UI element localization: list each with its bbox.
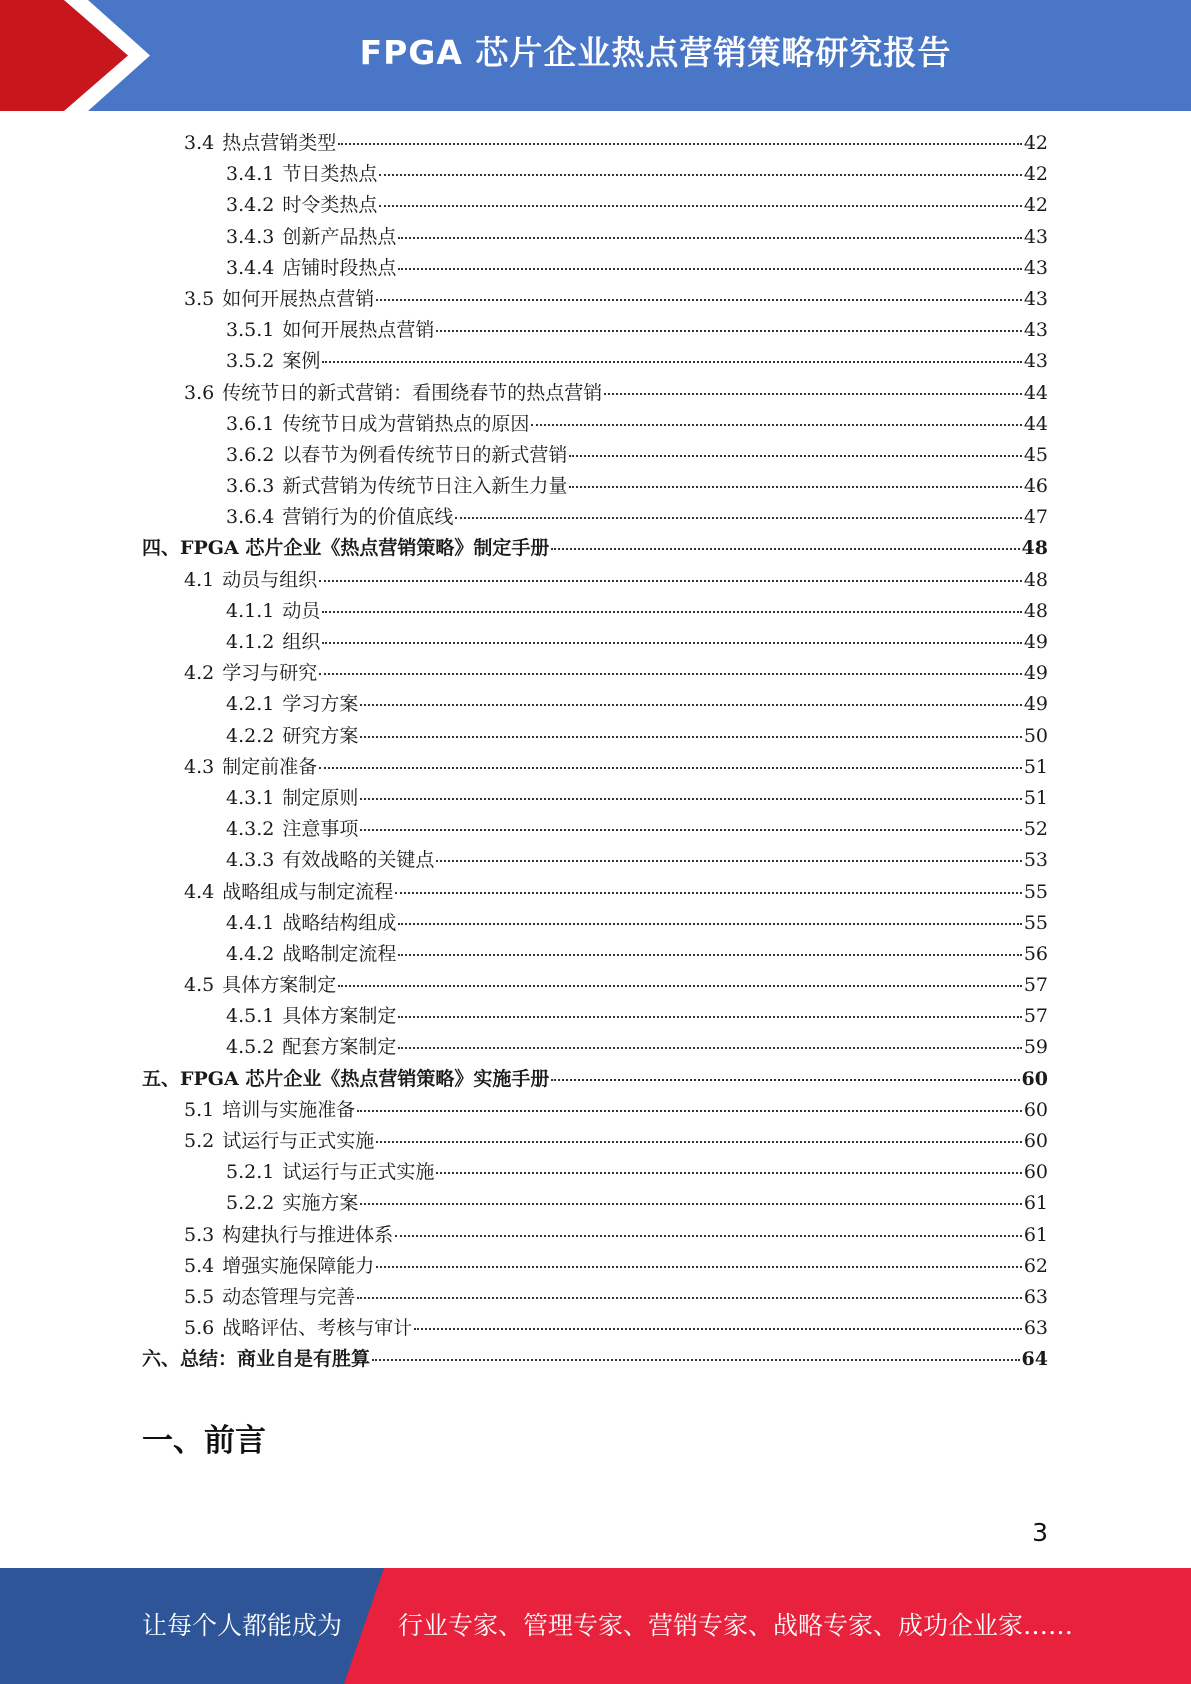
toc-dot-leader <box>414 1328 1022 1330</box>
toc-entry-page: 60 <box>1023 1130 1048 1152</box>
table-of-contents <box>142 128 1048 1376</box>
toc-entry-page: 42 <box>1023 194 1048 217</box>
toc-entry-number: 4.5.2 <box>226 1036 275 1059</box>
toc-entry-page: 43 <box>1023 350 1048 373</box>
toc-dot-leader <box>319 580 1022 582</box>
toc-entry-title: 配套方案制定 <box>282 1036 397 1059</box>
toc-entry-page: 42 <box>1023 163 1048 186</box>
toc-dot-leader <box>360 829 1021 831</box>
toc-entry[interactable] <box>142 1126 1048 1157</box>
toc-entry-title: 节日类热点 <box>282 163 378 186</box>
toc-entry[interactable] <box>142 346 1048 377</box>
toc-entry-number: 3.5 <box>184 287 215 310</box>
toc-entry-title: 传统节日成为营销热点的原因 <box>282 412 530 435</box>
toc-dot-leader <box>372 1359 1020 1361</box>
toc-entry-number: 3.6.2 <box>226 443 275 466</box>
toc-entry-number: 4.5 <box>184 974 215 997</box>
toc-dot-leader <box>338 143 1022 145</box>
toc-entry-title: 时令类热点 <box>282 194 378 217</box>
toc-entry-title: 战略结构组成 <box>282 911 397 934</box>
toc-entry-number: 4.3.3 <box>226 849 275 872</box>
header-banner <box>0 0 1191 111</box>
section-heading: 一、前言 <box>142 1423 266 1459</box>
toc-entry[interactable] <box>142 378 1048 409</box>
toc-entry[interactable] <box>142 908 1048 939</box>
toc-entry-title: 实施方案 <box>282 1192 359 1215</box>
toc-entry[interactable] <box>142 1282 1048 1313</box>
toc-dot-leader <box>357 1110 1022 1112</box>
toc-entry-title: 制定前准备 <box>222 755 318 778</box>
toc-entry-title: 试运行与正式实施 <box>282 1161 435 1184</box>
toc-entry-number: 3.4.2 <box>226 194 275 217</box>
toc-entry[interactable] <box>142 253 1048 284</box>
toc-dot-leader <box>376 299 1022 301</box>
toc-entry-page: 49 <box>1023 662 1048 685</box>
toc-entry-number: 4.1 <box>184 568 215 591</box>
toc-entry[interactable] <box>142 627 1048 658</box>
toc-entry[interactable] <box>142 471 1048 502</box>
toc-entry[interactable] <box>142 814 1048 845</box>
toc-dot-leader <box>322 642 1021 644</box>
toc-entry-page: 52 <box>1023 818 1048 841</box>
toc-entry-number: 3.4 <box>184 132 215 154</box>
toc-entry-page: 60 <box>1021 1067 1048 1090</box>
toc-entry-title: 具体方案制定 <box>222 974 337 997</box>
toc-dot-leader <box>319 673 1022 675</box>
toc-entry[interactable] <box>142 315 1048 346</box>
toc-entry[interactable] <box>142 222 1048 253</box>
toc-entry[interactable] <box>142 1032 1048 1063</box>
toc-dot-leader <box>376 1266 1022 1268</box>
toc-entry-title: 培训与实施准备 <box>222 1098 356 1121</box>
toc-entry-title: 有效战略的关键点 <box>282 849 435 872</box>
toc-dot-leader <box>436 330 1021 332</box>
toc-entry-page: 48 <box>1021 537 1048 560</box>
toc-entry-title: 试运行与正式实施 <box>222 1130 375 1152</box>
toc-dot-leader <box>398 954 1021 956</box>
toc-dot-leader <box>455 517 1021 519</box>
toc-entry[interactable] <box>142 128 1048 159</box>
toc-entry-title: 传统节日的新式营销：看围绕春节的热点营销 <box>222 381 603 404</box>
toc-entry-number: 3.6 <box>184 381 215 404</box>
toc-dot-leader <box>398 268 1021 270</box>
toc-dot-leader <box>551 548 1019 550</box>
toc-dot-leader <box>379 205 1021 207</box>
toc-entry-number: 5.2 <box>184 1130 215 1152</box>
toc-entry-page: 51 <box>1023 755 1048 778</box>
toc-entry-page: 51 <box>1023 786 1048 809</box>
toc-entry-title: 动态管理与完善 <box>222 1285 356 1308</box>
toc-entry-title: 具体方案制定 <box>282 1005 397 1028</box>
toc-entry-page: 44 <box>1023 412 1048 435</box>
toc-entry-number: 4.1.2 <box>226 631 275 653</box>
toc-entry-title: 新式营销为传统节日注入新生力量 <box>282 475 568 498</box>
toc-dot-leader <box>322 361 1021 363</box>
toc-dot-leader <box>436 1172 1021 1174</box>
toc-entry[interactable] <box>142 159 1048 190</box>
toc-entry[interactable] <box>142 409 1048 440</box>
toc-entry[interactable] <box>142 658 1048 689</box>
toc-entry-number: 3.6.1 <box>226 412 275 435</box>
toc-entry[interactable] <box>142 721 1048 752</box>
toc-entry-page: 57 <box>1023 1005 1048 1028</box>
toc-dot-leader <box>569 486 1021 488</box>
toc-entry[interactable] <box>142 1220 1048 1251</box>
toc-entry[interactable] <box>142 190 1048 221</box>
toc-entry-number: 5.6 <box>184 1317 215 1340</box>
header-red-chevron-icon <box>0 0 150 111</box>
toc-entry-title: 学习方案 <box>282 693 359 716</box>
toc-entry-page: 60 <box>1023 1098 1048 1121</box>
toc-dot-leader <box>569 455 1021 457</box>
toc-entry-page: 49 <box>1023 631 1048 653</box>
toc-entry[interactable] <box>142 596 1048 627</box>
toc-entry-number: 3.6.4 <box>226 506 275 529</box>
toc-entry[interactable] <box>142 1313 1048 1344</box>
toc-entry-title: 研究方案 <box>282 724 359 747</box>
toc-entry-page: 45 <box>1023 443 1048 466</box>
toc-entry-number: 5.2.1 <box>226 1161 275 1184</box>
toc-entry[interactable] <box>142 1095 1048 1126</box>
toc-entry-title: 增强实施保障能力 <box>222 1254 375 1277</box>
toc-entry[interactable] <box>142 502 1048 533</box>
toc-dot-leader <box>322 611 1021 613</box>
toc-entry-number: 4.3.2 <box>226 818 275 841</box>
toc-entry[interactable] <box>142 1001 1048 1032</box>
toc-entry-title: 营销行为的价值底线 <box>282 506 454 529</box>
toc-entry-number: 4.2.2 <box>226 724 275 747</box>
toc-entry-title: 四、FPGA 芯片企业《热点营销策略》制定手册 <box>142 537 550 560</box>
toc-dot-leader <box>376 1141 1022 1143</box>
toc-entry-page: 48 <box>1023 568 1048 591</box>
toc-dot-leader <box>551 1079 1019 1081</box>
toc-entry[interactable] <box>142 752 1048 783</box>
toc-entry-page: 42 <box>1023 132 1048 154</box>
toc-entry-page: 62 <box>1023 1254 1048 1277</box>
toc-entry-page: 43 <box>1023 287 1048 310</box>
toc-entry[interactable] <box>142 970 1048 1001</box>
toc-entry-page: 48 <box>1023 599 1048 622</box>
toc-entry-title: 如何开展热点营销 <box>282 319 435 342</box>
toc-entry-page: 61 <box>1023 1192 1048 1215</box>
toc-entry-number: 3.6.3 <box>226 475 275 498</box>
toc-entry-number: 5.1 <box>184 1098 215 1121</box>
toc-entry[interactable] <box>142 783 1048 814</box>
toc-entry[interactable] <box>142 1344 1048 1375</box>
toc-entry-page: 60 <box>1023 1161 1048 1184</box>
toc-entry-page: 44 <box>1023 381 1048 404</box>
toc-dot-leader <box>360 736 1021 738</box>
toc-entry[interactable] <box>142 1064 1048 1095</box>
toc-entry-page: 64 <box>1021 1348 1048 1371</box>
toc-dot-leader <box>395 1235 1022 1237</box>
toc-entry-title: 学习与研究 <box>222 662 318 685</box>
toc-dot-leader <box>379 174 1021 176</box>
toc-entry[interactable] <box>142 689 1048 720</box>
toc-dot-leader <box>360 1203 1021 1205</box>
toc-entry-number: 4.4.1 <box>226 911 275 934</box>
toc-entry-number: 5.3 <box>184 1223 215 1246</box>
toc-entry-number: 4.3.1 <box>226 786 275 809</box>
toc-entry-title: 如何开展热点营销 <box>222 287 375 310</box>
toc-entry-title: 创新产品热点 <box>282 225 397 248</box>
toc-entry-page: 61 <box>1023 1223 1048 1246</box>
toc-entry[interactable] <box>142 939 1048 970</box>
toc-entry-number: 4.4.2 <box>226 942 275 965</box>
toc-entry-title: 热点营销类型 <box>222 132 337 154</box>
toc-entry-title: 注意事项 <box>282 818 359 841</box>
toc-entry[interactable] <box>142 877 1048 908</box>
toc-entry-number: 5.2.2 <box>226 1192 275 1215</box>
toc-dot-leader <box>398 237 1021 239</box>
toc-entry-number: 5.4 <box>184 1254 215 1277</box>
toc-entry-number: 4.2 <box>184 662 215 685</box>
toc-entry-title: 动员与组织 <box>222 568 318 591</box>
footer-banner <box>0 1568 1191 1684</box>
toc-entry-number: 4.4 <box>184 880 215 903</box>
toc-dot-leader <box>398 1016 1021 1018</box>
toc-entry-number: 4.2.1 <box>226 693 275 716</box>
toc-dot-leader <box>398 1047 1021 1049</box>
toc-entry-page: 53 <box>1023 849 1048 872</box>
toc-entry[interactable] <box>142 1188 1048 1219</box>
toc-entry-page: 59 <box>1023 1036 1048 1059</box>
toc-entry-title: 构建执行与推进体系 <box>222 1223 394 1246</box>
toc-entry-title: 战略评估、考核与审计 <box>222 1317 413 1340</box>
toc-dot-leader <box>338 985 1022 987</box>
toc-entry-title: 战略制定流程 <box>282 942 397 965</box>
toc-entry-page: 47 <box>1023 506 1048 529</box>
toc-entry-page: 43 <box>1023 225 1048 248</box>
toc-entry-title: 六、总结：商业自是有胜算 <box>142 1348 371 1371</box>
toc-entry-number: 4.5.1 <box>226 1005 275 1028</box>
toc-entry-title: 店铺时段热点 <box>282 256 397 279</box>
toc-entry[interactable] <box>142 533 1048 564</box>
toc-entry[interactable] <box>142 1157 1048 1188</box>
toc-dot-leader <box>604 393 1022 395</box>
toc-entry-title: 组织 <box>282 631 321 653</box>
toc-dot-leader <box>357 1297 1022 1299</box>
toc-entry-number: 3.4.3 <box>226 225 275 248</box>
toc-dot-leader <box>319 767 1022 769</box>
toc-entry-number: 4.3 <box>184 755 215 778</box>
toc-entry-number: 5.5 <box>184 1285 215 1308</box>
toc-entry-page: 63 <box>1023 1285 1048 1308</box>
toc-entry[interactable] <box>142 284 1048 315</box>
toc-dot-leader <box>398 923 1021 925</box>
toc-entry-title: 战略组成与制定流程 <box>222 880 394 903</box>
footer-slogan-right: 行业专家、管理专家、营销专家、战略专家、成功企业家…… <box>398 1611 1074 1640</box>
toc-entry-page: 43 <box>1023 319 1048 342</box>
toc-entry-title: 动员 <box>282 599 321 622</box>
toc-entry-number: 3.5.1 <box>226 319 275 342</box>
toc-entry-page: 55 <box>1023 911 1048 934</box>
toc-entry-number: 3.4.4 <box>226 256 275 279</box>
toc-entry[interactable] <box>142 440 1048 471</box>
toc-entry-number: 3.5.2 <box>226 350 275 373</box>
toc-dot-leader <box>436 860 1021 862</box>
toc-entry-page: 55 <box>1023 880 1048 903</box>
toc-entry-page: 56 <box>1023 942 1048 965</box>
toc-entry-page: 63 <box>1023 1317 1048 1340</box>
toc-entry-title: 制定原则 <box>282 786 359 809</box>
page-number: 3 <box>1032 1518 1048 1547</box>
toc-entry-page: 46 <box>1023 475 1048 498</box>
document-title: FPGA 芯片企业热点营销策略研究报告 <box>359 33 952 72</box>
toc-entry-title: 案例 <box>282 350 321 373</box>
toc-entry[interactable] <box>142 845 1048 876</box>
toc-entry-number: 3.4.1 <box>226 163 275 186</box>
toc-entry-page: 50 <box>1023 724 1048 747</box>
toc-entry[interactable] <box>142 565 1048 596</box>
toc-dot-leader <box>531 424 1021 426</box>
toc-entry-page: 49 <box>1023 693 1048 716</box>
toc-dot-leader <box>360 704 1021 706</box>
toc-entry-number: 4.1.1 <box>226 599 275 622</box>
toc-entry-title: 以春节为例看传统节日的新式营销 <box>282 443 568 466</box>
toc-entry[interactable] <box>142 1251 1048 1282</box>
toc-entry-title: 五、FPGA 芯片企业《热点营销策略》实施手册 <box>142 1067 550 1090</box>
toc-dot-leader <box>360 798 1021 800</box>
toc-entry-page: 43 <box>1023 256 1048 279</box>
toc-entry-page: 57 <box>1023 974 1048 997</box>
footer-slogan-left: 让每个人都能成为 <box>142 1611 343 1640</box>
toc-dot-leader <box>395 892 1022 894</box>
